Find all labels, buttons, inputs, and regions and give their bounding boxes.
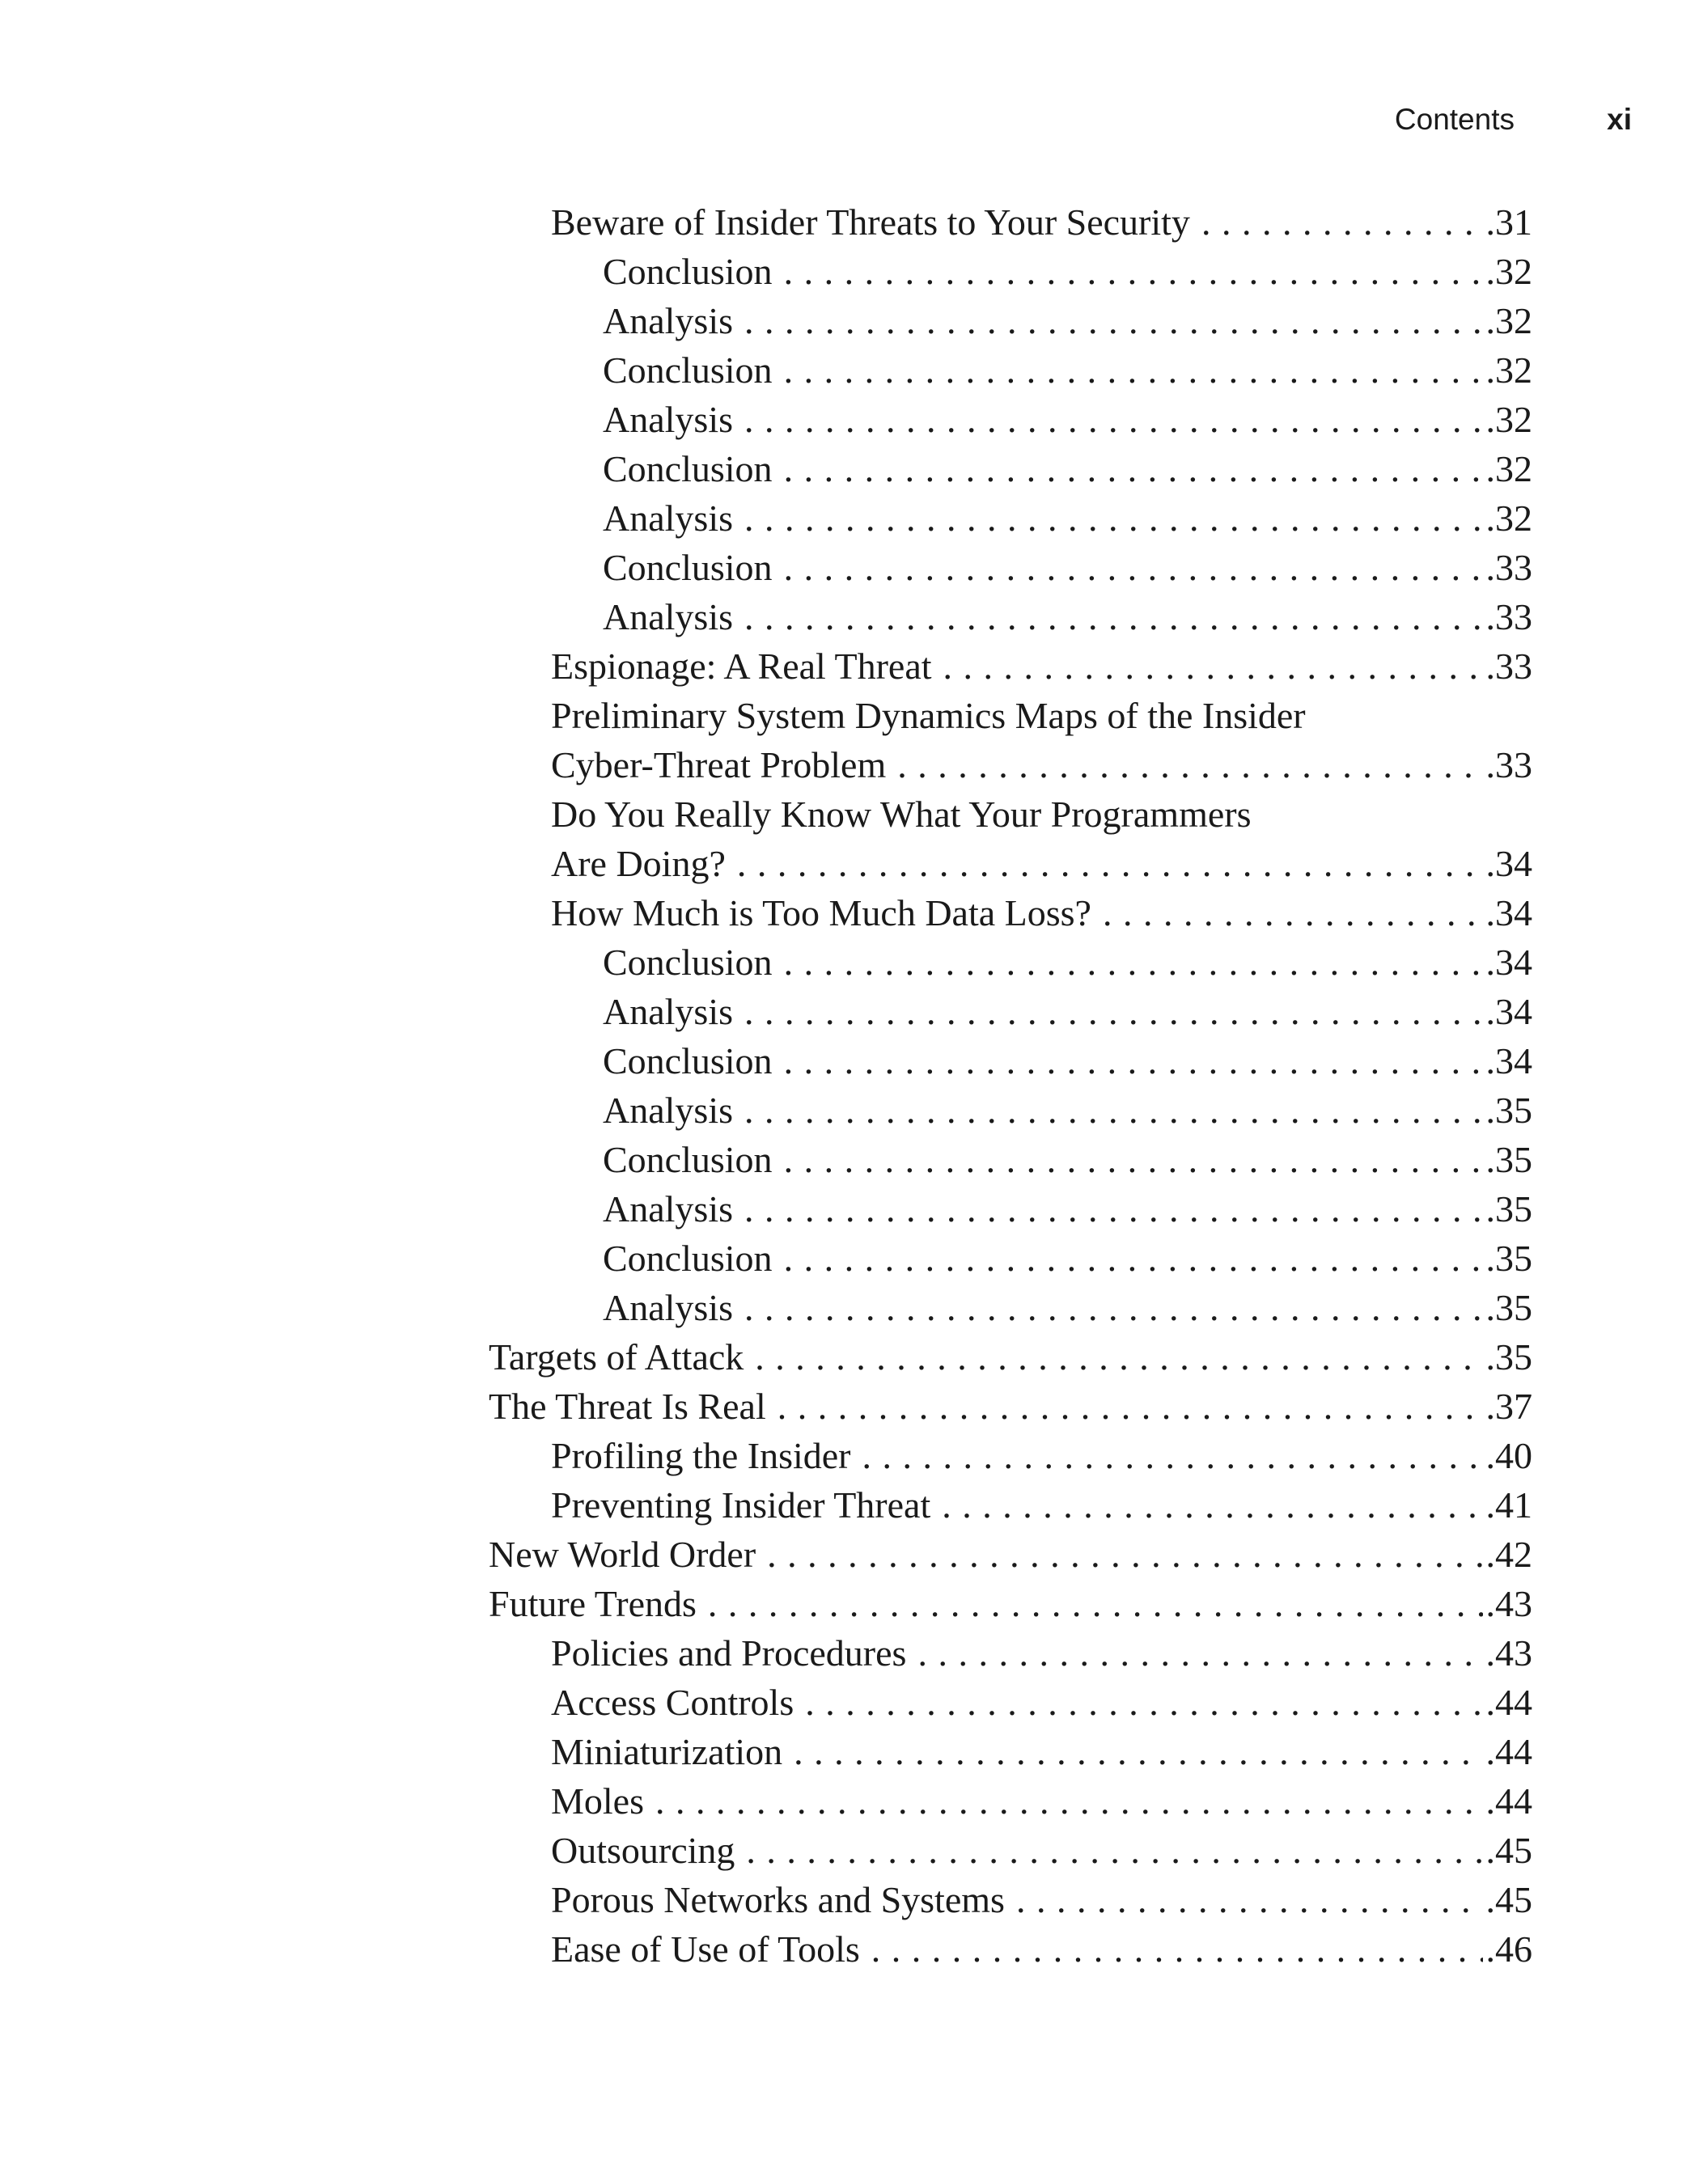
toc-entry-title: How Much is Too Much Data Loss? <box>551 888 1103 938</box>
toc-entry-title: Conclusion <box>603 345 784 395</box>
toc-entry-page: .35 <box>1485 1090 1532 1131</box>
toc-entry-page: .32 <box>1485 497 1532 539</box>
toc-entry[interactable] <box>603 1184 1532 1234</box>
toc-entry[interactable] <box>603 592 1532 641</box>
toc-entry[interactable] <box>603 1234 1532 1283</box>
dot-leader <box>744 395 1483 444</box>
dot-leader <box>1201 197 1483 247</box>
toc-entry[interactable] <box>489 1579 1532 1628</box>
toc-entry[interactable] <box>489 1332 1532 1382</box>
dot-leader <box>942 1480 1482 1530</box>
toc-entry-page: .44 <box>1485 1780 1532 1822</box>
toc-entry-title: Conclusion <box>603 444 784 493</box>
toc-entry[interactable] <box>551 1727 1532 1776</box>
toc-entry-title: Ease of Use of Tools <box>551 1924 871 1974</box>
toc-entry-line <box>489 1579 1532 1628</box>
dot-leader <box>862 1431 1483 1480</box>
toc-entry-line <box>603 543 1532 592</box>
toc-entry-page: .32 <box>1485 300 1532 341</box>
toc-entry-title: Profiling the Insider <box>551 1431 862 1480</box>
toc-entry-line <box>603 1036 1532 1086</box>
running-head <box>0 95 1699 144</box>
toc-entry-line <box>489 1382 1532 1431</box>
toc-entry[interactable] <box>489 1530 1532 1579</box>
dot-leader <box>744 1184 1483 1234</box>
toc-entry-page: .41 <box>1485 1484 1532 1526</box>
toc-entry[interactable] <box>489 1382 1532 1431</box>
toc-entry[interactable] <box>551 1875 1532 1924</box>
dot-leader <box>744 592 1483 641</box>
dot-leader <box>871 1924 1483 1974</box>
toc-entry-title: Beware of Insider Threats to Your Security <box>551 197 1201 247</box>
toc-entry-page: .33 <box>1485 596 1532 637</box>
toc-entry-line <box>603 1283 1532 1332</box>
toc-entry-line <box>551 197 1532 247</box>
toc-entry-line <box>551 839 1532 888</box>
toc-entry-line <box>489 1530 1532 1579</box>
dot-leader <box>784 938 1483 987</box>
toc-entry-line <box>603 296 1532 345</box>
dot-leader <box>943 641 1483 691</box>
toc-entry-title: Preventing Insider Threat <box>551 1480 942 1530</box>
toc-entry[interactable] <box>603 444 1532 493</box>
toc-entry[interactable] <box>551 641 1532 691</box>
dot-leader <box>794 1727 1482 1776</box>
dot-leader <box>1016 1875 1483 1924</box>
toc-entry-title: Analysis <box>603 493 744 543</box>
toc-entry-page: .33 <box>1485 744 1532 785</box>
toc-entry-page: .34 <box>1485 1040 1532 1081</box>
toc-entry-line <box>603 247 1532 296</box>
toc-entry-title-line1: Do You Really Know What Your Programmers <box>551 794 1252 835</box>
dot-leader <box>897 740 1482 789</box>
toc-entry[interactable] <box>551 1480 1532 1530</box>
toc-entry-title: Conclusion <box>603 1036 784 1086</box>
toc-entry-page: .32 <box>1485 251 1532 292</box>
toc-entry-line <box>551 1678 1532 1727</box>
toc-entry-page: .34 <box>1485 942 1532 983</box>
toc-entry[interactable] <box>551 1431 1532 1480</box>
toc-entry-page: .35 <box>1485 1188 1532 1230</box>
dot-leader <box>744 296 1483 345</box>
dot-leader <box>1103 888 1483 938</box>
toc-entry-line <box>551 1776 1532 1826</box>
toc-entry-page: .32 <box>1485 349 1532 391</box>
toc-entry-line <box>489 1332 1532 1382</box>
running-head-title: Contents <box>1394 103 1515 136</box>
toc-entry-title: Are Doing? <box>551 839 737 888</box>
toc-entry-line <box>603 1135 1532 1184</box>
toc-entry-line <box>551 1875 1532 1924</box>
toc-entry-line <box>551 1924 1532 1974</box>
toc-entry-title: Miniaturization <box>551 1727 794 1776</box>
toc-entry-title: Conclusion <box>603 247 784 296</box>
dot-leader <box>784 444 1483 493</box>
toc-entry[interactable] <box>603 395 1532 444</box>
toc-entry-title: Conclusion <box>603 1234 784 1283</box>
toc-entry-line <box>603 444 1532 493</box>
toc-entry-page: .33 <box>1485 547 1532 588</box>
toc-entry[interactable] <box>603 1086 1532 1135</box>
toc-entry-line <box>603 395 1532 444</box>
toc-entry-title: Access Controls <box>551 1678 805 1727</box>
toc-entry-page: .43 <box>1485 1583 1532 1624</box>
toc-entry-page: .45 <box>1485 1830 1532 1871</box>
toc-entry[interactable] <box>551 789 1532 888</box>
dot-leader <box>784 345 1483 395</box>
toc-entry-title: Analysis <box>603 1086 744 1135</box>
toc-entry-page: .35 <box>1485 1287 1532 1328</box>
dot-leader <box>784 1135 1483 1184</box>
toc-entry[interactable] <box>551 1628 1532 1678</box>
toc-entry-line <box>551 1727 1532 1776</box>
page-number: xi <box>1607 103 1632 136</box>
toc-entry[interactable] <box>603 1283 1532 1332</box>
toc-entry-page: .32 <box>1485 399 1532 440</box>
toc-entry-page: .35 <box>1485 1336 1532 1378</box>
toc-entry-page: .35 <box>1485 1238 1532 1279</box>
toc-entry-page: .45 <box>1485 1879 1532 1920</box>
dot-leader <box>744 987 1483 1036</box>
dot-leader <box>737 839 1483 888</box>
toc-entry-title: Analysis <box>603 592 744 641</box>
toc-entry-title: Espionage: A Real Threat <box>551 641 943 691</box>
toc-entry-line <box>551 740 1532 789</box>
toc-entry[interactable] <box>603 543 1532 592</box>
toc-entry-line <box>603 987 1532 1036</box>
toc-entry-title: Analysis <box>603 296 744 345</box>
dot-leader <box>744 1283 1483 1332</box>
toc-entry-line <box>551 888 1532 938</box>
dot-leader <box>777 1382 1483 1431</box>
dot-leader <box>917 1628 1482 1678</box>
toc-entry-title: Moles <box>551 1776 655 1826</box>
toc-entry-page: .34 <box>1485 892 1532 933</box>
toc-entry-page: .37 <box>1485 1386 1532 1427</box>
toc-entry-page: .31 <box>1485 201 1532 243</box>
toc-entry-title: The Threat Is Real <box>489 1382 777 1431</box>
toc-entry-title: New World Order <box>489 1530 767 1579</box>
toc-entry-title: Conclusion <box>603 543 784 592</box>
toc-entry-page: .44 <box>1485 1682 1532 1723</box>
toc-entry[interactable] <box>551 691 1532 789</box>
dot-leader <box>784 247 1483 296</box>
toc-entry-title: Analysis <box>603 987 744 1036</box>
toc-entry-line <box>603 1234 1532 1283</box>
toc-entry[interactable] <box>551 888 1532 938</box>
toc-entry[interactable] <box>551 1776 1532 1826</box>
dot-leader <box>784 1234 1483 1283</box>
toc-entry-line <box>551 1826 1532 1875</box>
toc-entry[interactable] <box>603 296 1532 345</box>
toc-entry-line <box>603 592 1532 641</box>
toc-entry[interactable] <box>603 345 1532 395</box>
toc-entry-page: .44 <box>1485 1731 1532 1772</box>
toc-entry[interactable] <box>551 1678 1532 1727</box>
toc-entry-title: Porous Networks and Systems <box>551 1875 1016 1924</box>
toc-entry-page: .42 <box>1485 1534 1532 1575</box>
toc-entry[interactable] <box>551 1924 1532 1974</box>
toc-entry-page: .34 <box>1485 843 1532 884</box>
toc-entry-line <box>551 1480 1532 1530</box>
dot-leader <box>744 493 1483 543</box>
toc-entry-title: Cyber-Threat Problem <box>551 740 897 789</box>
toc-entry[interactable] <box>551 197 1532 247</box>
dot-leader <box>805 1678 1482 1727</box>
toc-entry[interactable] <box>603 247 1532 296</box>
toc-entry-title: Future Trends <box>489 1579 708 1628</box>
toc-entry-page: .35 <box>1485 1139 1532 1180</box>
toc-entry-page: .32 <box>1485 448 1532 489</box>
dot-leader <box>767 1530 1482 1579</box>
toc-entry-page: .34 <box>1485 991 1532 1032</box>
dot-leader <box>655 1776 1483 1826</box>
toc-entry-line <box>603 1184 1532 1234</box>
toc-entry-page: .33 <box>1485 645 1532 687</box>
dot-leader <box>744 1086 1483 1135</box>
toc-entry-title: Analysis <box>603 1283 744 1332</box>
dot-leader <box>784 1036 1483 1086</box>
dot-leader <box>708 1579 1483 1628</box>
toc-entry-page: .40 <box>1485 1435 1532 1476</box>
toc-entry-line <box>551 1431 1532 1480</box>
toc-entry[interactable] <box>603 987 1532 1036</box>
toc-entry[interactable] <box>603 938 1532 987</box>
toc-entry[interactable] <box>603 1135 1532 1184</box>
toc-entry-title: Targets of Attack <box>489 1332 755 1382</box>
toc-entry-line <box>603 345 1532 395</box>
toc-entry-line <box>551 1628 1532 1678</box>
toc-entry-title: Conclusion <box>603 938 784 987</box>
toc-entry-line <box>551 641 1532 691</box>
toc-entry-title: Analysis <box>603 395 744 444</box>
toc-entry-page: .43 <box>1485 1632 1532 1674</box>
dot-leader <box>784 543 1483 592</box>
toc-entry-title: Policies and Procedures <box>551 1628 917 1678</box>
toc-entry[interactable] <box>603 493 1532 543</box>
toc-entry-line <box>603 1086 1532 1135</box>
toc-entry-line <box>603 493 1532 543</box>
toc-entry-title: Analysis <box>603 1184 744 1234</box>
dot-leader <box>755 1332 1482 1382</box>
toc-entry-page: .46 <box>1485 1928 1532 1970</box>
toc-entry-title: Outsourcing <box>551 1826 746 1875</box>
toc-entry[interactable] <box>603 1036 1532 1086</box>
dot-leader <box>746 1826 1482 1875</box>
toc-entry-line <box>603 938 1532 987</box>
toc-entry-title: Conclusion <box>603 1135 784 1184</box>
toc-entry-title-line1: Preliminary System Dynamics Maps of the Insider <box>551 695 1306 736</box>
toc-entry[interactable] <box>551 1826 1532 1875</box>
